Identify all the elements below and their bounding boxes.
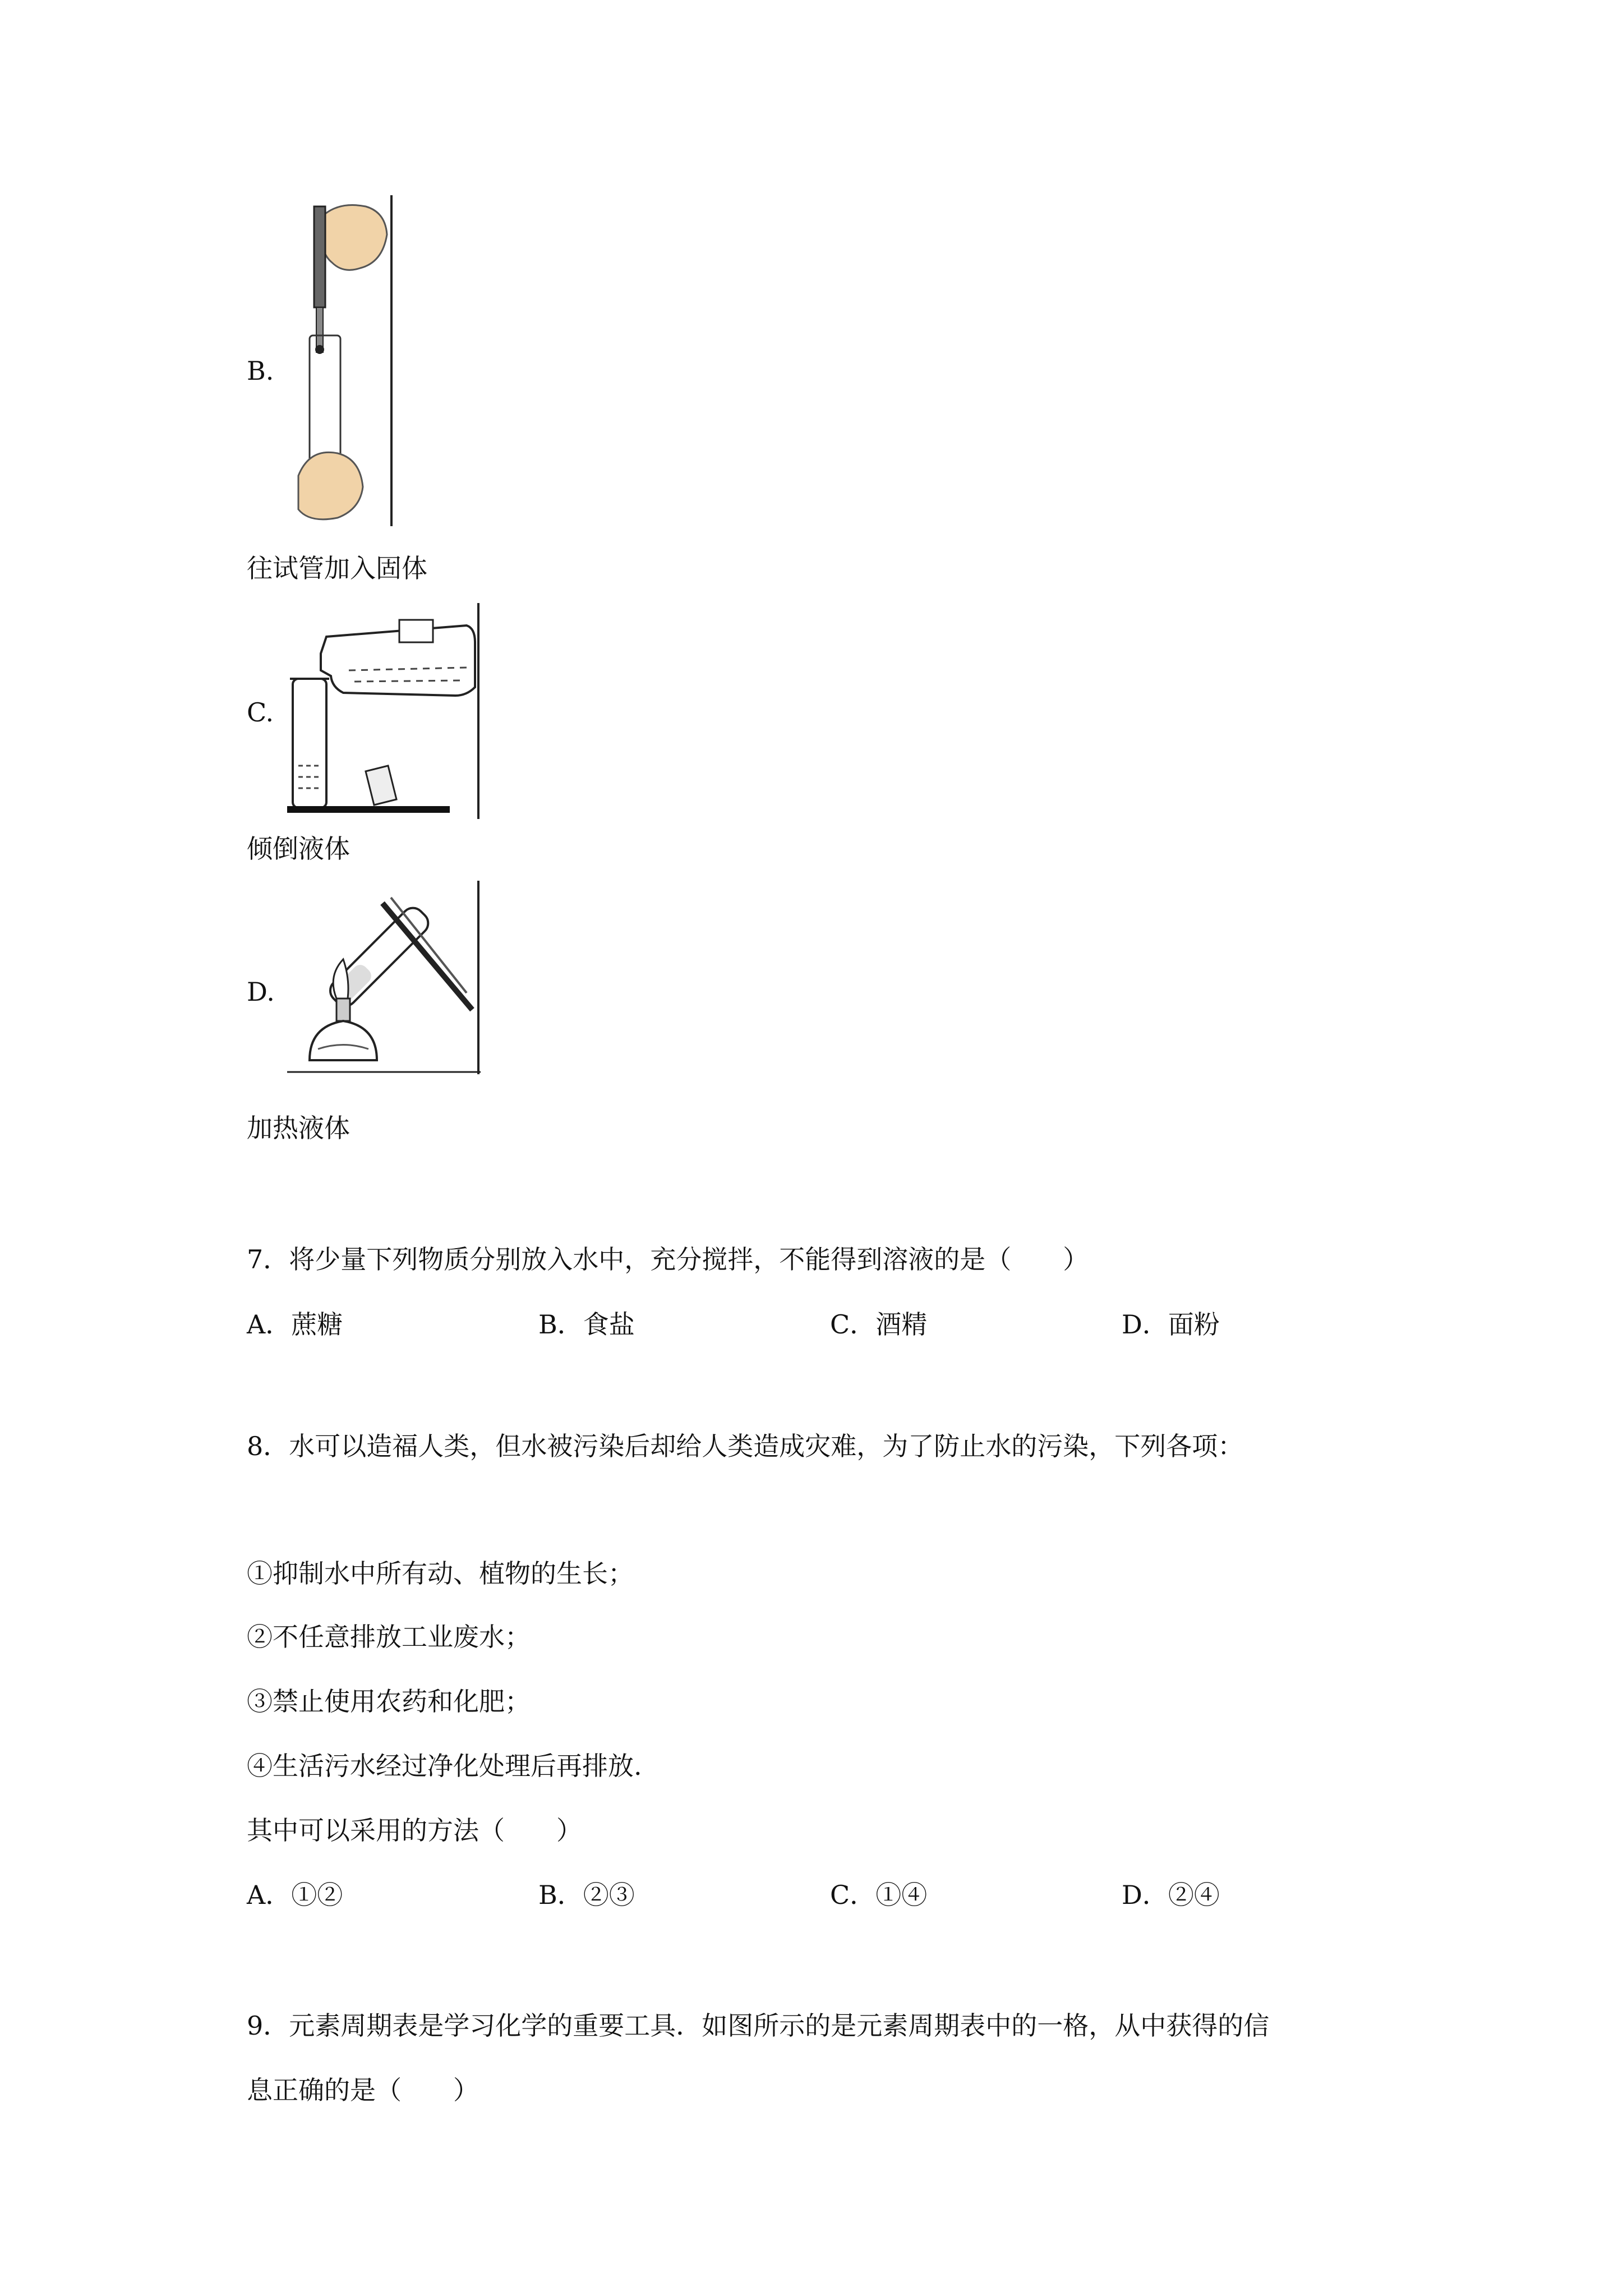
option-d-caption: 加热液体 — [247, 1113, 350, 1143]
q9-stem-line-2: 息正确的是（ ） — [247, 2075, 479, 2105]
pouring-liquid-icon — [287, 603, 481, 819]
test-tube-dropper-icon — [287, 195, 394, 526]
q8-question: 其中可以采用的方法（ ） — [247, 1815, 582, 1846]
q7-stem: 7．将少量下列物质分别放入水中，充分搅拌，不能得到溶液的是（ ） — [247, 1244, 1089, 1274]
q8-item-1: ①抑制水中所有动、植物的生长； — [247, 1558, 634, 1589]
q8-stem: 8．水可以造福人类，但水被污染后却给人类造成灾难，为了防止水的污染，下列各项： — [247, 1431, 1244, 1461]
q8-option-b: B．②③ — [538, 1880, 635, 1910]
heating-test-tube-icon — [287, 881, 481, 1074]
q8-option-d: D．②④ — [1122, 1880, 1220, 1910]
q8-option-c: C．①④ — [830, 1880, 928, 1910]
option-b-letter: B. — [247, 356, 274, 386]
q7-option-b: B．食盐 — [538, 1309, 635, 1340]
q8-item-3: ③禁止使用农药和化肥； — [247, 1686, 531, 1717]
q7-option-c: C．酒精 — [830, 1309, 928, 1340]
q9-stem-line-1: 9．元素周期表是学习化学的重要工具．如图所示的是元素周期表中的一格，从中获得的信 — [247, 2010, 1270, 2041]
option-d-letter: D. — [247, 977, 275, 1007]
q7-option-d: D．面粉 — [1122, 1309, 1220, 1340]
option-c-letter: C. — [247, 697, 274, 728]
q7-option-a: A．蔗糖 — [247, 1309, 343, 1340]
option-b-caption: 往试管加入固体 — [247, 553, 427, 583]
q8-item-2: ②不任意排放工业废水； — [247, 1622, 531, 1652]
option-c-caption: 倾倒液体 — [247, 834, 350, 864]
q8-item-4: ④生活污水经过净化处理后再排放. — [247, 1751, 642, 1781]
q8-option-a: A．①② — [247, 1880, 343, 1910]
